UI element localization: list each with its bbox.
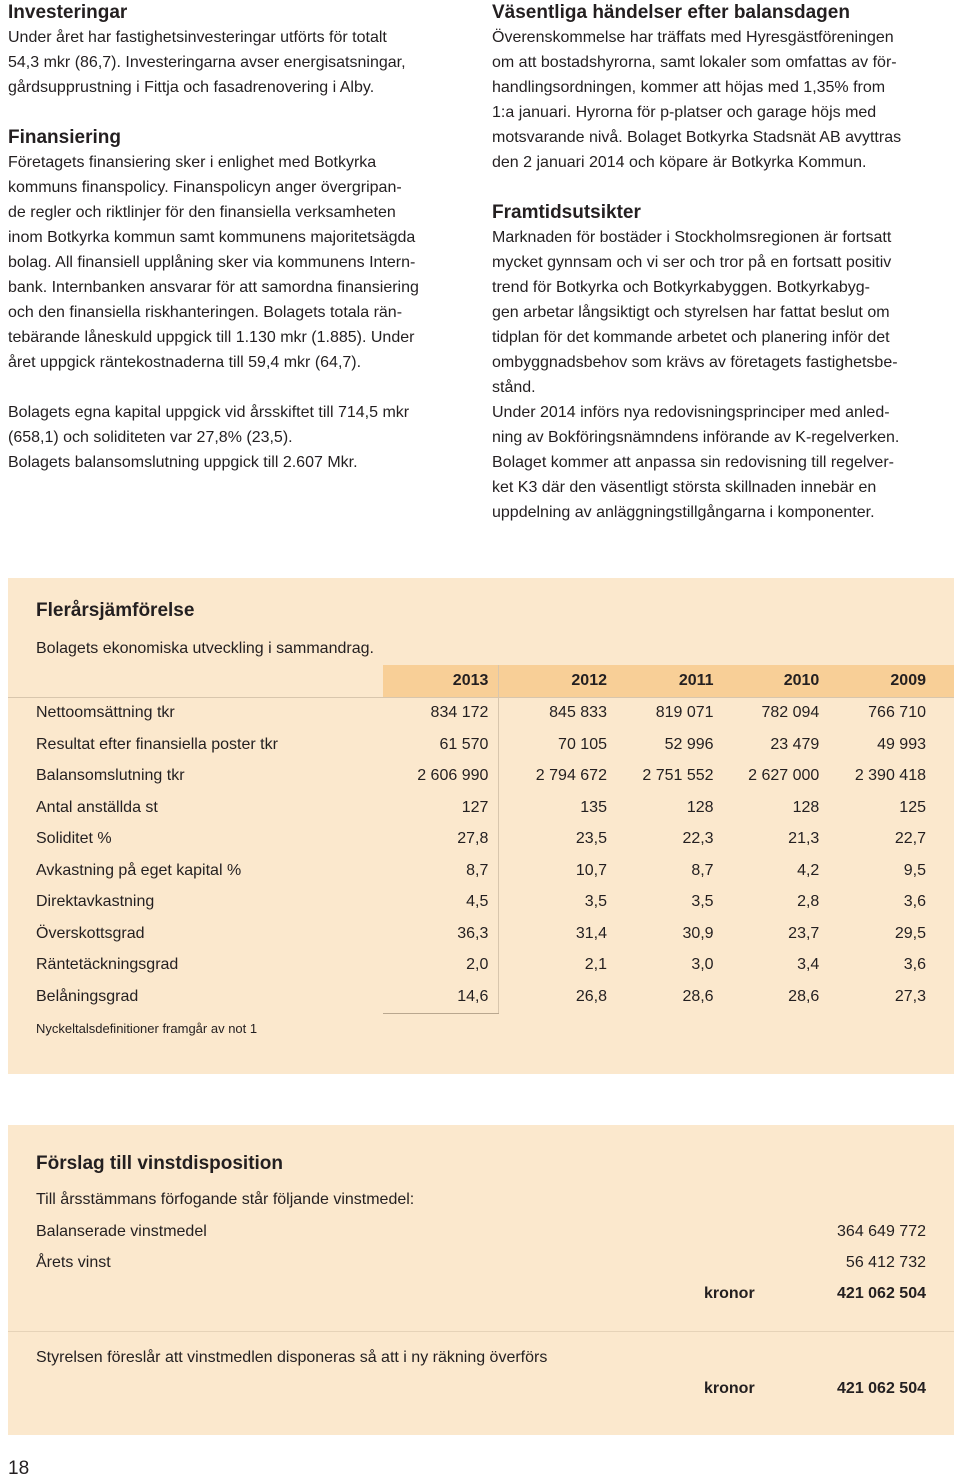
table-row <box>8 761 954 793</box>
text-line: ombyggnadsbehov som krävs av företagets fastighetsbe- <box>492 354 898 371</box>
cell-value: 22,7 <box>894 830 926 848</box>
cell-value: 49 993 <box>877 735 926 753</box>
left-column <box>8 0 468 475</box>
cell-value: 8,7 <box>691 861 714 879</box>
cell-value: 70 105 <box>558 735 607 753</box>
cell-value: 23,5 <box>575 830 607 848</box>
text-line: tidplan för det kommande arbetet och planering inför det <box>492 329 890 346</box>
text-line: motsvarande nivå. Bolaget Botkyrka Stadsnät AB avyttras <box>492 129 902 146</box>
total-value-overfors: 421 062 504 <box>837 1380 926 1397</box>
text-line: Företagets finansiering sker i enlighet med Botkyrka <box>8 154 377 171</box>
cell-value: 30,9 <box>682 924 714 942</box>
row-label: Nettoomsättning tkr <box>8 697 383 729</box>
table-header-row <box>8 665 954 697</box>
cell-value: 128 <box>686 798 714 816</box>
paragraph-framtid <box>492 225 954 525</box>
text-line: Under 2014 införs nya redovisningsprinciper med anled- <box>492 404 890 421</box>
cell-value: 31,4 <box>575 924 607 942</box>
cell-value: 845 833 <box>499 697 607 729</box>
cell-value: 3,4 <box>797 956 820 974</box>
kronor-label: kronor <box>704 1380 755 1397</box>
cell-value: 23 479 <box>770 735 820 753</box>
cell-value: 61 570 <box>383 729 499 761</box>
cell-value: 2,8 <box>797 893 820 911</box>
row-label: Belåningsgrad <box>36 988 139 1005</box>
table-row <box>8 697 954 729</box>
balanserade-label: Balanserade vinstmedel <box>36 1223 207 1240</box>
row-label: Soliditet % <box>36 830 112 848</box>
heading-investeringar: Investeringar <box>8 2 128 23</box>
text-line: trend för Botkyrka och Botkyrkabyggen. Botkyrkabyg- <box>492 279 870 296</box>
row-label: Överskottsgrad <box>36 924 145 942</box>
cell-value: 2 794 672 <box>535 767 607 785</box>
text-line: om att bostadshyrorna, samt lokaler som omfattas av för- <box>492 54 897 71</box>
row-label: Direktavkastning <box>36 893 155 911</box>
year-header: 2010 <box>714 665 820 697</box>
table-row <box>8 855 954 887</box>
text-line: och den finansiella riskhanteringen. Bolagets totala rän- <box>8 304 403 321</box>
text-line: 54,3 mkr (86,7). Investeringarna avser energisatsningar, <box>8 54 406 71</box>
cell-value: 2,0 <box>383 950 499 982</box>
text-line: gårdsupprustning i Fittja och fasadrenovering i Alby. <box>8 79 375 96</box>
row-label: Resultat efter finansiella poster tkr <box>36 735 278 753</box>
cell-value: 782 094 <box>714 697 820 729</box>
right-column <box>492 0 954 525</box>
arets-vinst-value: 56 412 732 <box>845 1254 926 1271</box>
cell-value: 9,5 <box>903 861 926 879</box>
cell-value: 22,3 <box>682 830 714 848</box>
text-line: Bolaget kommer att anpassa sin redovisning till regelver- <box>492 454 894 471</box>
cell-value: 2 751 552 <box>642 767 714 785</box>
text-line: inom Botkyrka kommun samt kommunens majoritetsägda <box>8 229 416 246</box>
cell-value: 3,0 <box>691 956 714 974</box>
cell-value: 2 627 000 <box>748 767 820 785</box>
table-row <box>8 887 954 919</box>
cell-value: 135 <box>580 798 607 816</box>
cell-value: 2 390 418 <box>854 767 926 785</box>
text-line: bank. Internbanken ansvarar för att samordna finansiering <box>8 279 419 296</box>
text-line: bolag. All finansiell upplåning sker via kommunens Intern- <box>8 254 416 271</box>
row-label: Avkastning på eget kapital % <box>36 861 242 879</box>
text-line: (658,1) och soliditeten var 27,8% (23,5). <box>8 429 293 446</box>
table-row <box>8 981 954 1013</box>
year-header: 2009 <box>819 665 954 697</box>
cell-value: 28,6 <box>682 988 714 1005</box>
text-line: Marknaden för bostäder i Stockholmsregionen är fortsatt <box>492 229 892 246</box>
row-label: Balansomslutning tkr <box>36 767 185 785</box>
text-line: kommuns finanspolicy. Finanspolicyn anger övergripan- <box>8 179 402 196</box>
cell-value: 834 172 <box>383 697 499 729</box>
arets-vinst-label: Årets vinst <box>36 1254 111 1271</box>
flerars-table <box>8 665 954 1014</box>
paragraph-investeringar <box>8 25 468 100</box>
paragraph-kapital <box>8 400 468 475</box>
footnote: Nyckeltalsdefinitioner framgår av not 1 <box>36 1021 258 1036</box>
cell-value: 4,2 <box>797 861 820 879</box>
cell-value: 21,3 <box>788 830 820 848</box>
balanserade-value: 364 649 772 <box>837 1223 926 1240</box>
heading-framtidsutsikter: Framtidsutsikter <box>492 202 641 223</box>
year-header: 2011 <box>607 665 714 697</box>
cell-value: 766 710 <box>819 697 954 729</box>
text-line: de regler och riktlinjer för den finansiella verksamheten <box>8 204 396 221</box>
text-line: den 2 januari 2014 och köpare är Botkyrka Kommun. <box>492 154 867 171</box>
cell-value: 8,7 <box>383 855 499 887</box>
kronor-label: kronor <box>704 1285 755 1302</box>
cell-value: 128 <box>792 798 820 816</box>
row-label: Räntetäckningsgrad <box>36 956 179 974</box>
text-line: uppdelning av anläggningstillgångarna i komponenter. <box>492 504 875 521</box>
text-line: tebärande låneskuld uppgick till 1.130 mkr (1.885). Under <box>8 329 415 346</box>
page-number: 18 <box>8 1458 30 1479</box>
text-line: året uppgick räntekostnaderna till 59,4 mkr (64,7). <box>8 354 362 371</box>
cell-value: 2 606 990 <box>383 761 499 793</box>
text-line: stånd. <box>492 379 536 396</box>
cell-value: 27,3 <box>894 988 926 1005</box>
text-line: Under året har fastighetsinvesteringar utförts för totalt <box>8 29 387 46</box>
text-line: gen arbetar långsiktigt och styrelsen har fattat beslut om <box>492 304 890 321</box>
text-line: mycket gynnsam och vi ser och tror på en fortsatt positiv <box>492 254 892 271</box>
paragraph-vasentliga <box>492 25 954 175</box>
cell-value: 28,6 <box>788 988 820 1005</box>
cell-value: 29,5 <box>894 924 926 942</box>
cell-value: 4,5 <box>383 887 499 919</box>
flerarsjamforelse-box <box>8 578 954 1074</box>
heading-vasentliga-handelser: Väsentliga händelser efter balansdagen <box>492 2 850 23</box>
cell-value: 819 071 <box>607 697 714 729</box>
vinst-title: Förslag till vinstdisposition <box>36 1153 284 1174</box>
cell-value: 2,1 <box>584 956 607 974</box>
divider <box>8 1331 954 1332</box>
vinst-intro: Till årsstämmans förfogande står följande vinstmedel: <box>36 1191 415 1208</box>
cell-value: 3,6 <box>903 893 926 911</box>
year-header: 2013 <box>383 665 499 697</box>
cell-value: 23,7 <box>788 924 820 942</box>
table-row <box>8 792 954 824</box>
cell-value: 10,7 <box>575 861 607 879</box>
paragraph-finansiering <box>8 150 468 375</box>
text-line: Överenskommelse har träffats med Hyresgästföreningen <box>492 29 894 46</box>
table-row <box>8 824 954 856</box>
table-row <box>8 918 954 950</box>
cell-value: 3,6 <box>903 956 926 974</box>
table-row <box>8 950 954 982</box>
cell-value: 27,8 <box>383 824 499 856</box>
text-line: Bolagets egna kapital uppgick vid årsskiftet till 714,5 mkr <box>8 404 410 421</box>
row-label: Antal anställda st <box>36 798 158 816</box>
text-line: ning av Bokföringsnämndens införande av K-regelverken. <box>492 429 900 446</box>
cell-value: 127 <box>383 792 499 824</box>
forslag-text: Styrelsen föreslår att vinstmedlen disponeras så att i ny räkning överförs <box>36 1349 548 1366</box>
heading-finansiering: Finansiering <box>8 127 121 148</box>
cell-value: 26,8 <box>575 988 607 1005</box>
table-row <box>8 729 954 761</box>
text-line: ket K3 där den väsentligt största skillnaden innebär en <box>492 479 877 496</box>
cell-value: 3,5 <box>691 893 714 911</box>
total-value: 421 062 504 <box>837 1285 926 1302</box>
vinstdisposition-box <box>8 1125 954 1435</box>
text-line: 1:a januari. Hyrorna för p-platser och garage höjs med <box>492 104 877 121</box>
text-line: handlingsordningen, kommer att höjas med 1,35% from <box>492 79 886 96</box>
cell-value: 3,5 <box>584 893 607 911</box>
cell-value: 14,6 <box>383 981 499 1013</box>
cell-value: 125 <box>899 798 926 816</box>
cell-value: 52 996 <box>664 735 714 753</box>
text-line: Bolagets balansomslutning uppgick till 2.607 Mkr. <box>8 454 358 471</box>
year-header: 2012 <box>499 665 607 697</box>
flerars-subtitle: Bolagets ekonomiska utveckling i sammandrag. <box>36 640 374 657</box>
cell-value: 36,3 <box>383 918 499 950</box>
flerars-title: Flerårsjämförelse <box>36 600 195 621</box>
